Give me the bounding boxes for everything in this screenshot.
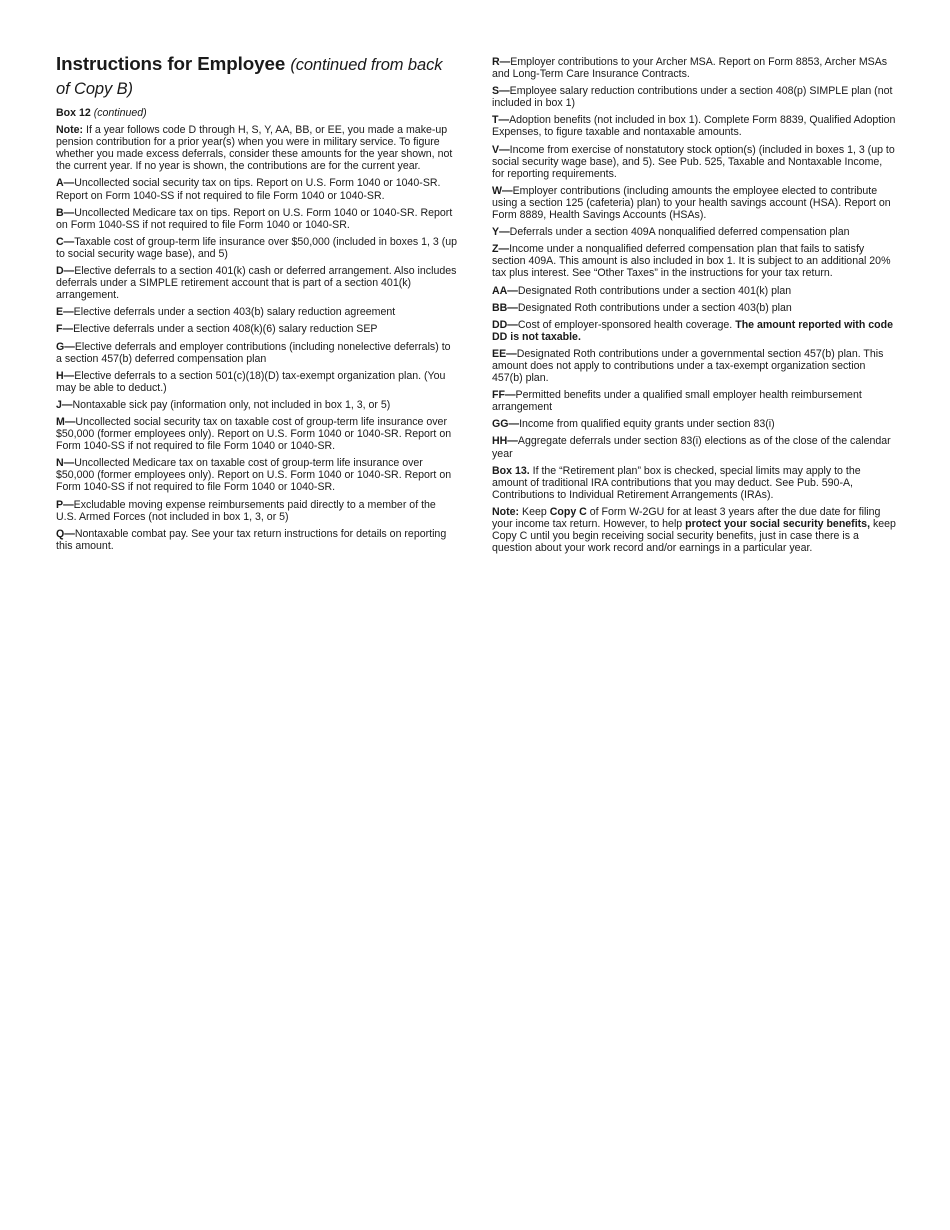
right-column xyxy=(492,56,896,559)
code-text: Adoption benefits (not included in box 1). Complete Form 8839, Qualified Adoption Expenses, to figure taxable and nontaxable amounts. xyxy=(492,114,896,139)
code-letter: AA— xyxy=(492,284,518,297)
code-letter: BB— xyxy=(492,301,518,314)
code-entry-v xyxy=(492,144,896,180)
code-letter: H— xyxy=(56,369,75,382)
code-entry-dd xyxy=(492,319,896,343)
code-letter: Q— xyxy=(56,527,75,540)
code-entry-ee xyxy=(492,348,896,384)
code-text: Employer contributions (including amounts the employee elected to contribute using a section 125 (cafeteria) plan) to your health savings account (HSA). Report on Form 8889, Health Savings Accounts (HSAs). xyxy=(492,184,891,222)
code-letter: V— xyxy=(492,143,510,156)
code-letter: Z— xyxy=(492,243,510,256)
note-label: Note: xyxy=(56,124,84,137)
code-letter: FF— xyxy=(492,389,516,402)
code-text: Uncollected Medicare tax on taxable cost of group-term life insurance over $50,000 (former employees only). Report on U.S. Form 1040 or 1040-SR. Report on Form 1040-SS if not required to file Form 1040 or 1040-SR. xyxy=(56,457,452,494)
code-text: Uncollected Medicare tax on tips. Report on U.S. Form 1040 or 1040-SR. Report on Form 1040-SS if not required to file Form 1040 or 1040-SR. xyxy=(56,206,453,231)
code-text: Elective deferrals to a section 501(c)(18)(D) tax-exempt organization plan. (You may be able to deduct.) xyxy=(56,369,446,394)
code-entry-r xyxy=(492,56,896,80)
title-main: Instructions for Employee xyxy=(56,53,286,74)
code-entry-t xyxy=(492,114,896,138)
code-text: Employer contributions to your Archer MSA. Report on Form 8853, Archer MSAs and Long-Term Care Insurance Contracts. xyxy=(492,56,888,81)
code-letter: C— xyxy=(56,235,75,248)
code-entry-h xyxy=(56,370,459,394)
code-text: Excludable moving expense reimbursements paid directly to a member of the U.S. Armed Forces (not included in box 1, 3, or 5) xyxy=(56,498,436,523)
code-letter: R— xyxy=(492,56,511,68)
code-text: Nontaxable combat pay. See your tax return instructions for details on reporting this amount. xyxy=(56,527,447,552)
code-letter: HH— xyxy=(492,435,518,448)
note2-post: keep Copy C until you begin receiving social security benefits, just in case there is a question about your work record and/or earnings in a particular year. xyxy=(492,518,896,555)
code-letter: E— xyxy=(56,306,74,319)
code-text: Income from exercise of nonstatutory stock option(s) (included in boxes 1, 3 (up to social security wage base), and 5). See Pub. 525, Taxable and Nontaxable Income, for reporting requirements. xyxy=(492,143,895,180)
code-entry-n xyxy=(56,457,459,493)
code-letter: P— xyxy=(56,498,74,511)
copy-c-note xyxy=(492,506,896,554)
note2-mid: of Form W-2GU for at least 3 years after the due date for filing your income tax return. However, to help xyxy=(492,505,881,530)
code-letter: D— xyxy=(56,265,75,278)
code-text: Employee salary reduction contributions under a section 408(p) SIMPLE plan (not included in box 1) xyxy=(492,85,893,110)
code-letter: G— xyxy=(56,340,75,353)
code-entry-c xyxy=(56,236,459,260)
code-letter: W— xyxy=(492,184,513,197)
note-text: If a year follows code D through H, S, Y, AA, BB, or EE, you made a make-up pension contribution for a prior year(s) when you were in military service. To figure whether you made excess deferrals, consider these amounts for the year shown, not the current year. If no year is shown, the contributions are for the current year. xyxy=(56,124,453,173)
code-entry-f xyxy=(56,323,459,335)
box13-label: Box 13. xyxy=(492,464,530,477)
code-text: Designated Roth contributions under a governmental section 457(b) plan. This amount does not apply to contributions under a tax-exempt organization section 457(b) plan. xyxy=(492,347,884,385)
code-text: Income from qualified equity grants under section 83(i) xyxy=(519,418,775,431)
code-entry-q xyxy=(56,528,459,552)
dd-bold-text: The amount reported with code DD is not taxable. xyxy=(492,318,893,343)
code-letter: Y— xyxy=(492,226,510,239)
code-letter: S— xyxy=(492,85,510,98)
title-continued: (continued from back of Copy B) xyxy=(56,56,443,98)
code-entry-a xyxy=(56,177,459,201)
code-text: Elective deferrals and employer contributions (including nonelective deferrals) to a section 457(b) deferred compensation plan xyxy=(56,340,451,365)
code-text: Elective deferrals to a section 401(k) cash or deferred arrangement. Also includes deferrals under a SIMPLE retirement account that is part of a section 401(k) arrangement. xyxy=(56,265,457,302)
code-letter: J— xyxy=(56,398,73,411)
code-entry-j xyxy=(56,399,459,411)
code-entry-w xyxy=(492,185,896,221)
code-text: Designated Roth contributions under a section 401(k) plan xyxy=(517,284,792,297)
box12-heading xyxy=(56,107,459,119)
code-letter: EE— xyxy=(492,347,517,360)
code-text: Taxable cost of group-term life insurance over $50,000 (included in boxes 1, 3 (up to social security wage base), and 5) xyxy=(56,235,458,260)
box13-paragraph xyxy=(492,465,896,501)
box13-text: If the “Retirement plan” box is checked, special limits may apply to the amount of traditional IRA contributions that you may deduct. See Pub. 590-A, Contributions to Individual Retirement Arrangements (IRAs). xyxy=(492,464,861,501)
code-letter: T— xyxy=(492,114,510,127)
code-entry-hh xyxy=(492,435,896,459)
page-title xyxy=(56,53,459,100)
code-entry-z xyxy=(492,243,896,279)
code-text: Elective deferrals under a section 408(k)(6) salary reduction SEP xyxy=(73,323,378,336)
code-text: Cost of employer-sponsored health coverage. xyxy=(517,318,733,331)
code-text: Permitted benefits under a qualified small employer health reimbursement arrangement xyxy=(492,389,862,414)
code-entry-aa xyxy=(492,285,896,297)
code-text: Income under a nonqualified deferred compensation plan that fails to satisfy section 409A. This amount is also included in box 1. It is subject to an additional 20% tax plus interest. See “Other Taxes” in the instructions for your tax return. xyxy=(492,243,891,280)
code-entry-ff xyxy=(492,389,896,413)
code-letter: F— xyxy=(56,323,74,336)
note-paragraph xyxy=(56,124,459,172)
code-entry-bb xyxy=(492,302,896,314)
code-text: Uncollected social security tax on tips. Report on U.S. Form 1040 or 1040-SR. Report on Form 1040-SS if not required to file Form 1040 or 1040-SR. xyxy=(56,177,441,202)
code-text: Uncollected social security tax on taxable cost of group-term life insurance over $50,000 (former employees only). Report on U.S. Form 1040 or 1040-SR. Report on Form 1040-SS if not required to file Form 1040 or 1040-SR. xyxy=(56,415,452,453)
code-entry-m xyxy=(56,416,459,452)
code-text: Deferrals under a section 409A nonqualified deferred compensation plan xyxy=(509,226,850,239)
code-letter: N— xyxy=(56,457,75,470)
box12-label: Box 12 xyxy=(56,107,91,119)
code-text: Designated Roth contributions under a section 403(b) plan xyxy=(517,301,792,314)
code-letter: GG— xyxy=(492,418,520,431)
code-letter: A— xyxy=(56,177,75,190)
code-entry-g xyxy=(56,341,459,365)
code-entry-s xyxy=(492,85,896,109)
note2-copy-c: Copy C xyxy=(549,505,587,518)
code-letter: B— xyxy=(56,206,75,219)
code-entry-b xyxy=(56,207,459,231)
code-entry-y xyxy=(492,226,896,238)
code-entry-d xyxy=(56,265,459,301)
note2-label: Note: xyxy=(492,505,520,518)
code-text: Nontaxable sick pay (information only, not included in box 1, 3, or 5) xyxy=(72,398,391,411)
box12-continued: (continued) xyxy=(93,107,147,119)
code-text: Aggregate deferrals under section 83(i) elections as of the close of the calendar year xyxy=(492,435,891,460)
left-column xyxy=(56,53,459,557)
code-text: Elective deferrals under a section 403(b) salary reduction agreement xyxy=(73,306,396,319)
note2-pre: Keep xyxy=(522,505,547,518)
code-entry-e xyxy=(56,306,459,318)
note2-bold: protect your social security benefits, xyxy=(685,518,871,530)
code-entry-p xyxy=(56,499,459,523)
code-entry-gg xyxy=(492,418,896,430)
code-letter: DD— xyxy=(492,318,518,331)
code-letter: M— xyxy=(56,415,76,428)
